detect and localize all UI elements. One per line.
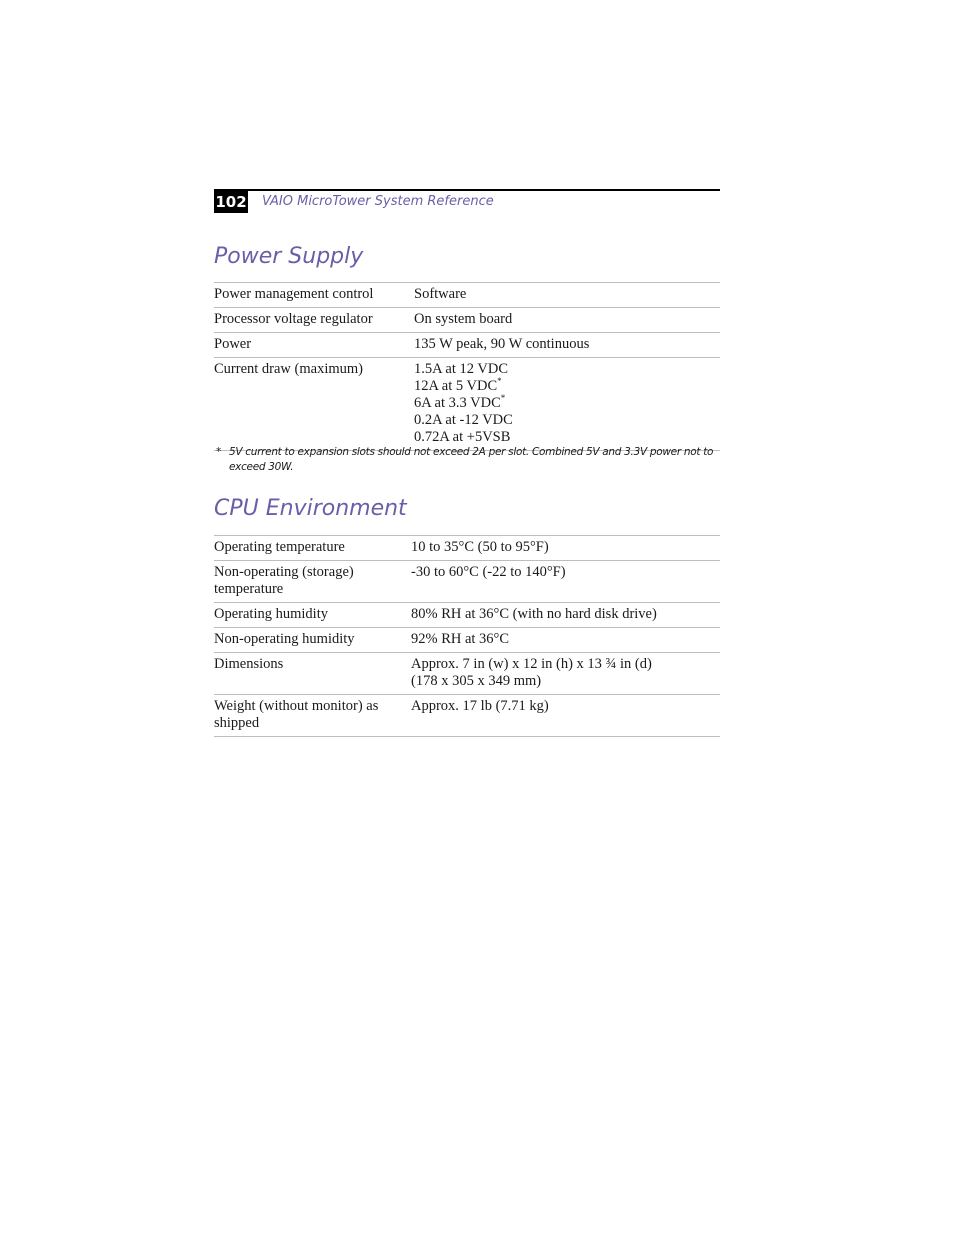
table-row	[214, 308, 720, 333]
table-row	[214, 358, 720, 451]
spec-value	[414, 311, 512, 328]
spec-label: Operating humidity	[214, 606, 328, 622]
value-line: (178 x 305 x 349 mm)	[411, 673, 542, 689]
value-line: 92% RH at 36°C	[411, 631, 510, 647]
footnote-marker: *	[500, 393, 506, 404]
value-line: 0.72A at +5VSB	[414, 429, 511, 445]
table-row	[214, 603, 720, 628]
spec-label: Non-operating humidity	[214, 631, 355, 647]
value-line: -30 to 60°C (-22 to 140°F)	[411, 564, 566, 580]
spec-label: Power	[214, 336, 252, 352]
value-line: 10 to 35°C (50 to 95°F)	[411, 539, 549, 555]
table-row	[214, 283, 720, 308]
section-title-power-supply: Power Supply	[214, 244, 364, 269]
spec-value	[414, 361, 513, 446]
value-line: 6A at 3.3 VDC*	[414, 393, 506, 411]
spec-label: Power management control	[214, 286, 374, 302]
table-row	[214, 628, 720, 653]
spec-value	[411, 656, 652, 690]
spec-label: Weight (without monitor) as shipped	[214, 698, 379, 731]
value-line: 135 W peak, 90 W continuous	[414, 336, 590, 352]
value-line: 12A at 5 VDC*	[414, 376, 502, 394]
spec-label: Non-operating (storage) temperature	[214, 564, 354, 597]
cpu-environment-table	[214, 535, 720, 737]
spec-value	[411, 631, 509, 648]
power-supply-table	[214, 282, 720, 451]
value-line: 1.5A at 12 VDC	[414, 361, 508, 377]
page-header	[214, 189, 720, 215]
table-row	[214, 695, 720, 737]
spec-value	[411, 606, 657, 623]
spec-label: Operating temperature	[214, 539, 345, 555]
table-row	[214, 561, 720, 603]
value-line: Software	[414, 286, 467, 302]
spec-value	[411, 539, 549, 556]
footnote-text: 5V current to expansion slots should not exceed 2A per slot. Combined 5V and 3.3V power not to exceed 30W.	[229, 446, 714, 473]
spec-value	[411, 698, 549, 732]
header-rule	[214, 189, 720, 191]
running-title: VAIO MicroTower System Reference	[262, 194, 494, 209]
value-line: 0.2A at -12 VDC	[414, 412, 513, 428]
section-title-cpu-environment: CPU Environment	[214, 496, 407, 521]
footnote-marker: *	[497, 376, 502, 387]
value-line: 80% RH at 36°C (with no hard disk drive)	[411, 606, 657, 622]
footnote	[214, 445, 724, 475]
spec-value	[414, 286, 466, 303]
table-row	[214, 333, 720, 358]
spec-label: Dimensions	[214, 656, 284, 672]
spec-value	[414, 336, 589, 353]
value-line: Approx. 7 in (w) x 12 in (h) x 13 ¾ in (d)	[411, 656, 652, 672]
spec-label: Processor voltage regulator	[214, 311, 373, 327]
spec-value	[411, 564, 566, 598]
spec-label: Current draw (maximum)	[214, 361, 363, 377]
table-row	[214, 653, 720, 695]
page-number: 102	[215, 193, 247, 211]
value-line: On system board	[414, 311, 513, 327]
footnote-mark: *	[216, 446, 222, 458]
table-row	[214, 536, 720, 561]
value-line: Approx. 17 lb (7.71 kg)	[411, 698, 549, 714]
